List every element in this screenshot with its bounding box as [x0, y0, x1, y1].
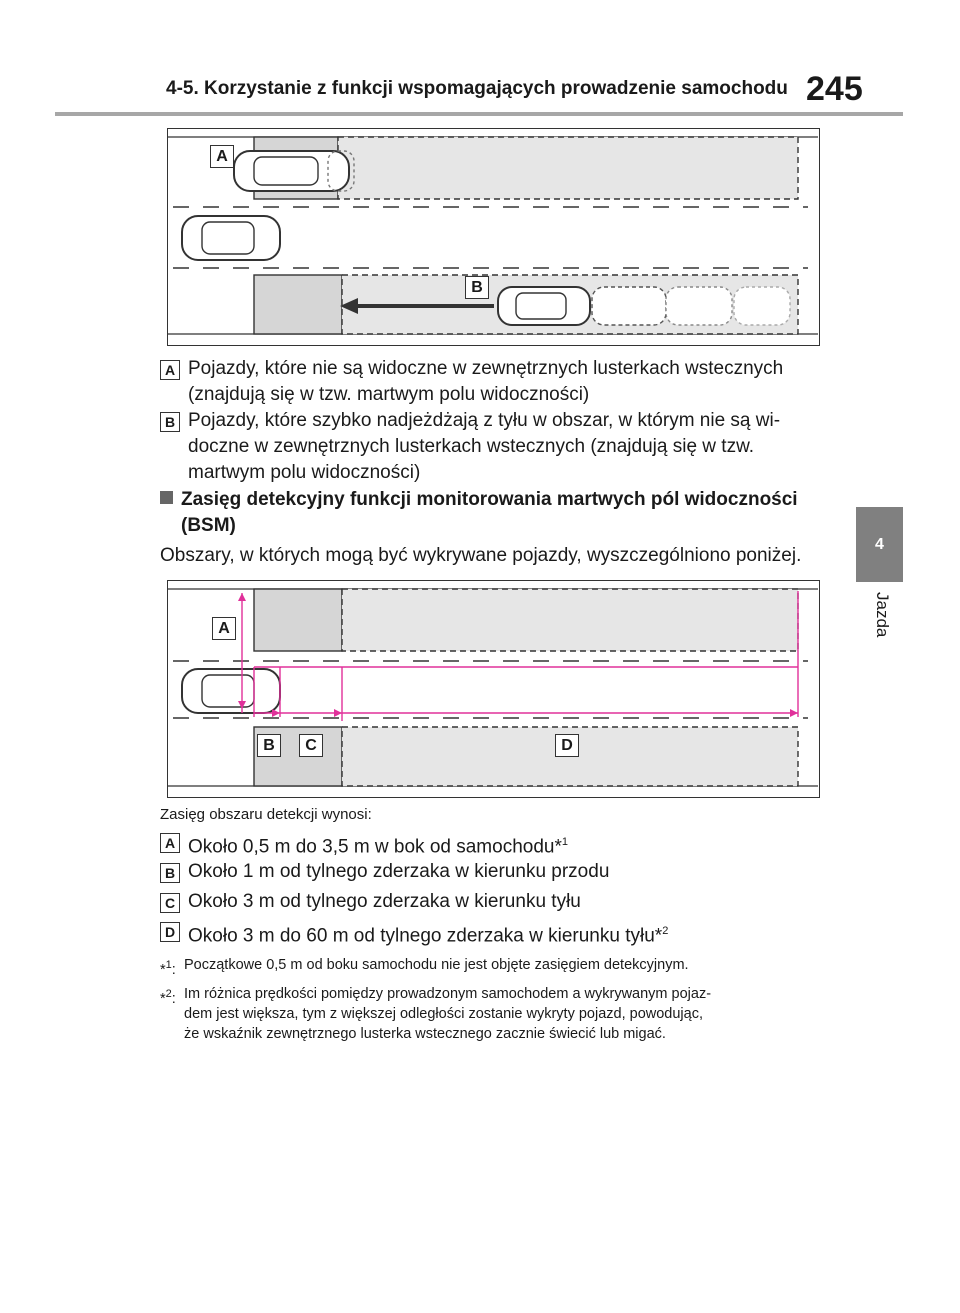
range-sup: 2 [662, 925, 669, 937]
range-item-b [188, 859, 828, 885]
footnote-sup: 1 [165, 959, 172, 971]
approaching-car [498, 287, 790, 325]
heading-line: (BSM) [181, 515, 236, 536]
page-number: 245 [806, 70, 863, 108]
diagram-tag-b: B [465, 276, 489, 299]
chapter-number: 4 [875, 535, 884, 553]
blind-spot-diagram [167, 128, 820, 346]
heading-line: Zasięg detekcyjny funkcji monitorowania martwych pól widoczności [181, 489, 798, 510]
diagram-tag-b: B [257, 734, 281, 757]
blind-spot-illustration [168, 129, 818, 344]
legend-tag-a: A [160, 360, 180, 380]
diagram-tag-a: A [210, 145, 234, 168]
section-heading [160, 487, 840, 539]
range-sup: 1 [561, 836, 568, 848]
diagram-tag-c: C [299, 734, 323, 757]
chapter-tab[interactable] [856, 507, 903, 582]
footnote-2: *$^2$: Im różnica prędkości pomiędzy prowadzonym samochodem a wykrywanym pojaz- dem jest większa, tym z większej odległości zostanie wykryty pojazd, powodując, że wskaźnik zewnętrznego lusterka wstecznego zacznie świecić lub migać. [160, 984, 840, 1009]
legend-b-line: doczne w zewnętrznych lusterkach wstecznych (znajdują się w tzw. [188, 436, 755, 457]
legend-tag-b: B [160, 412, 180, 432]
range-tag-a: A [160, 833, 180, 853]
own-car [182, 216, 280, 260]
range-tag-c: C [160, 893, 180, 913]
range-item-a [188, 829, 828, 860]
range-tag-d: D [160, 922, 180, 942]
legend-b-line: martwym polu widoczności) [188, 462, 421, 483]
range-text: Około 3 m od tylnego zderzaka w kierunku tyłu [188, 891, 581, 912]
chapter-label-vertical [862, 592, 896, 662]
header-rule [55, 112, 903, 116]
range-tag-b: B [160, 863, 180, 883]
legend-text-b [188, 408, 828, 486]
footnote-line: że wskaźnik zewnętrznego lusterka wstecznego zacznie świecić lub migać. [184, 1026, 666, 1042]
detection-range-diagram [167, 580, 820, 798]
footnote-sup: 2 [165, 988, 172, 1000]
range-title: Zasięg obszaru detekcji wynosi: [160, 806, 372, 823]
range-text: Około 0,5 m do 3,5 m w bok od samochodu* [188, 836, 562, 858]
chapter-label: Jazda [873, 592, 892, 638]
bullet-square-icon [160, 491, 173, 504]
footnote-1: *$^1$: Początkowe 0,5 m od boku samochodu nie jest objęte zasięgiem detekcyjnym. [160, 955, 840, 980]
range-item-c [188, 889, 828, 915]
section-intro: Obszary, w których mogą być wykrywane pojazdy, wyszczególniono poniżej. [160, 545, 802, 566]
page-header: 4-5. Korzystanie z funkcji wspomagających prowadzenie samochodu [166, 78, 788, 99]
footnote-line: Im różnica prędkości pomiędzy prowadzonym samochodem a wykrywanym pojaz- [184, 986, 712, 1002]
range-text: Około 3 m do 60 m od tylnego zderzaka w kierunku tyłu* [188, 925, 663, 947]
detection-range-illustration [168, 581, 818, 796]
car-in-blind-spot [234, 151, 354, 191]
legend-a-line: (znajdują się w tzw. martwym polu widoczności) [188, 384, 590, 405]
legend-text-a [188, 356, 828, 408]
range-item-d [188, 918, 828, 949]
diagram-tag-d: D [555, 734, 579, 757]
footnote-line: dem jest większa, tym z większej odległości zostanie wykryty pojazd, powodując, [184, 1006, 703, 1022]
footnote-mark: * [160, 961, 166, 978]
footnote-line: Początkowe 0,5 m od boku samochodu nie jest objęte zasięgiem detekcyjnym. [184, 957, 689, 973]
own-car [182, 669, 280, 713]
legend-a-line: Pojazdy, które nie są widoczne w zewnętrznych lusterkach wstecznych [188, 358, 784, 379]
footnote-mark: * [160, 990, 166, 1007]
legend-b-line: Pojazdy, które szybko nadjeżdżają z tyłu w obszar, w którym nie są wi- [188, 410, 781, 431]
range-text: Około 1 m od tylnego zderzaka w kierunku przodu [188, 861, 610, 882]
diagram-tag-a: A [212, 617, 236, 640]
